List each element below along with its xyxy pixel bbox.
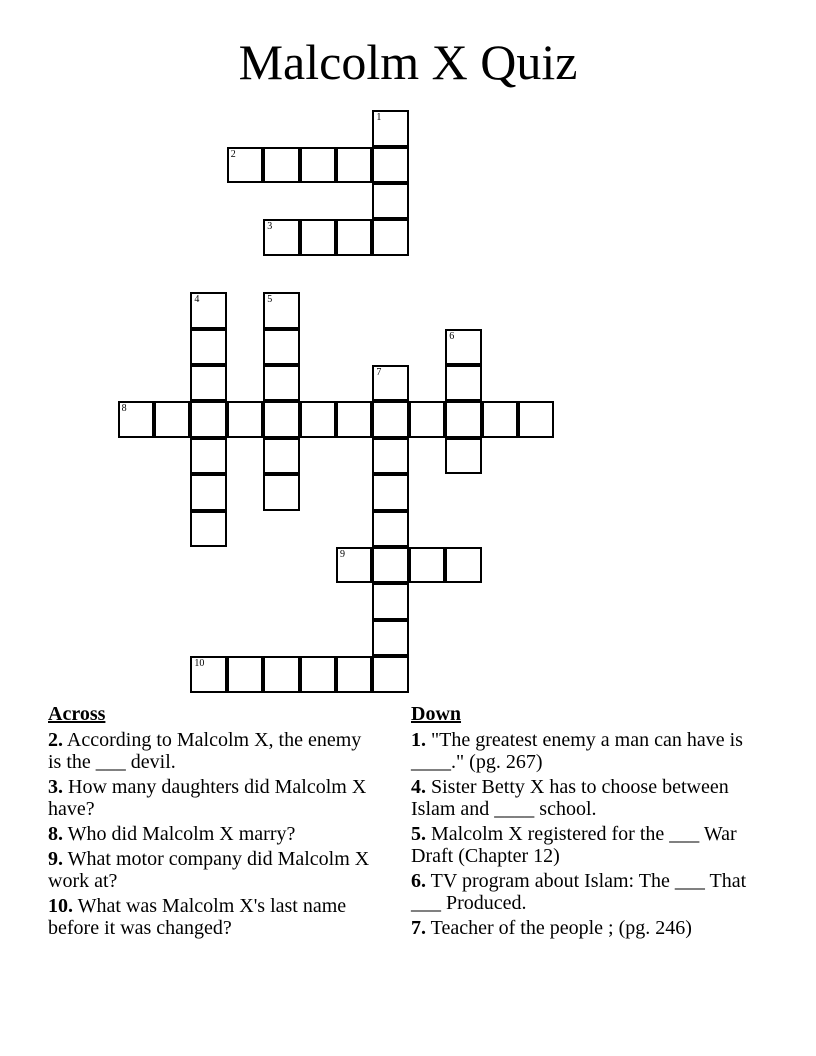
- cell-number: 6: [449, 330, 455, 342]
- down-clue-4: [411, 776, 751, 820]
- cell-number: 3: [267, 221, 273, 233]
- grid-cell[interactable]: [263, 401, 299, 437]
- down-heading: Down: [411, 703, 462, 725]
- page-title: Malcolm X Quiz: [238, 34, 578, 90]
- across-clues: [48, 703, 378, 942]
- cell-number: 2: [230, 148, 236, 160]
- grid-cell[interactable]: [263, 329, 299, 365]
- clue-number: 10.: [48, 895, 73, 917]
- clue-text: Who did Malcolm X marry?: [67, 823, 296, 845]
- clue-number: 4.: [411, 776, 426, 798]
- across-clue-2: [48, 729, 378, 773]
- grid-cell[interactable]: [372, 438, 408, 474]
- grid-cell[interactable]: [336, 219, 372, 255]
- clue-number: 1.: [411, 729, 426, 751]
- clue-number: 9.: [48, 848, 63, 870]
- grid-cell[interactable]: [336, 401, 372, 437]
- grid-cell[interactable]: [372, 183, 408, 219]
- grid-cell[interactable]: [300, 401, 336, 437]
- cell-number: 7: [376, 367, 382, 378]
- grid-cell[interactable]: [445, 547, 481, 583]
- cell-number: 8: [121, 403, 127, 415]
- cell-number: 4: [194, 294, 200, 306]
- clue-text: What was Malcolm X's last name before it was changed?: [48, 895, 347, 939]
- cell-number: 10: [194, 658, 205, 670]
- grid-cell[interactable]: [227, 401, 263, 437]
- clue-text: How many daughters did Malcolm X have?: [48, 776, 367, 820]
- grid-cell[interactable]: [190, 474, 226, 510]
- grid-cell[interactable]: [372, 620, 408, 656]
- clue-number: 7.: [411, 917, 426, 939]
- cell-number: 1: [376, 112, 382, 124]
- clue-number: 2.: [48, 729, 63, 751]
- grid-cell[interactable]: [445, 438, 481, 474]
- grid-cell[interactable]: [372, 147, 408, 183]
- grid-cell[interactable]: [372, 474, 408, 510]
- grid-cell[interactable]: [263, 292, 299, 328]
- across-clue-10: [48, 895, 378, 939]
- down-clue-6: [411, 870, 751, 914]
- grid-cell[interactable]: [190, 365, 226, 401]
- grid-cell[interactable]: [300, 147, 336, 183]
- grid-cell[interactable]: [190, 401, 226, 437]
- clue-text: Malcolm X registered for the ___ War Draft (Chapter 12): [411, 823, 737, 867]
- grid-cell[interactable]: [372, 401, 408, 437]
- across-clue-8: [48, 823, 378, 845]
- grid-cell[interactable]: [372, 365, 408, 401]
- clue-number: 3.: [48, 776, 63, 798]
- grid-cell[interactable]: [372, 110, 408, 146]
- grid-cell[interactable]: [372, 547, 408, 583]
- grid-cell[interactable]: [263, 474, 299, 510]
- grid-cell[interactable]: [263, 656, 299, 692]
- grid-cell[interactable]: [409, 547, 445, 583]
- cell-number: 5: [267, 294, 273, 306]
- clue-text: What motor company did Malcolm X work at?: [48, 848, 370, 892]
- down-clues: [411, 703, 751, 942]
- grid-cell[interactable]: [263, 219, 299, 255]
- down-clue-7: [411, 917, 751, 939]
- grid-cell[interactable]: [118, 401, 154, 437]
- grid-cell[interactable]: [154, 401, 190, 437]
- across-heading: Across: [48, 703, 106, 725]
- grid-cell[interactable]: [445, 329, 481, 365]
- grid-cell[interactable]: [190, 656, 226, 692]
- grid-cell[interactable]: [227, 656, 263, 692]
- grid-cell[interactable]: [263, 438, 299, 474]
- clue-number: 8.: [48, 823, 63, 845]
- grid-cell[interactable]: [336, 656, 372, 692]
- clue-number: 6.: [411, 870, 426, 892]
- grid-cell[interactable]: [372, 583, 408, 619]
- grid-cell[interactable]: [190, 511, 226, 547]
- grid-cell[interactable]: [372, 219, 408, 255]
- grid-cell[interactable]: [227, 147, 263, 183]
- across-clue-9: [48, 848, 378, 892]
- grid-cell[interactable]: [445, 401, 481, 437]
- clue-text: According to Malcolm X, the enemy is the ___ devil.: [48, 729, 362, 773]
- grid-cell[interactable]: [409, 401, 445, 437]
- clue-text: Teacher of the people ; (pg. 246): [430, 917, 692, 939]
- clue-text: TV program about Islam: The ___ That ___ Produced.: [411, 870, 747, 914]
- grid-cell[interactable]: [300, 656, 336, 692]
- grid-cell[interactable]: [336, 147, 372, 183]
- grid-cell[interactable]: [482, 401, 518, 437]
- grid-cell[interactable]: [372, 511, 408, 547]
- grid-cell[interactable]: [263, 365, 299, 401]
- clue-text: "The greatest enemy a man can have is ____." (pg. 267): [411, 729, 743, 773]
- grid-cell[interactable]: [518, 401, 554, 437]
- across-clue-3: [48, 776, 378, 820]
- grid-cell[interactable]: [190, 292, 226, 328]
- grid-cell[interactable]: [190, 329, 226, 365]
- grid-cell[interactable]: [336, 547, 372, 583]
- grid-cell[interactable]: [263, 147, 299, 183]
- down-clue-5: [411, 823, 751, 867]
- grid-cell[interactable]: [445, 365, 481, 401]
- clue-number: 5.: [411, 823, 426, 845]
- grid-cell[interactable]: [190, 438, 226, 474]
- down-clue-1: [411, 729, 751, 773]
- clue-text: Sister Betty X has to choose between Islam and ____ school.: [411, 776, 729, 820]
- cell-number: 9: [340, 549, 345, 560]
- grid-cell[interactable]: [372, 656, 408, 692]
- grid-cell[interactable]: [300, 219, 336, 255]
